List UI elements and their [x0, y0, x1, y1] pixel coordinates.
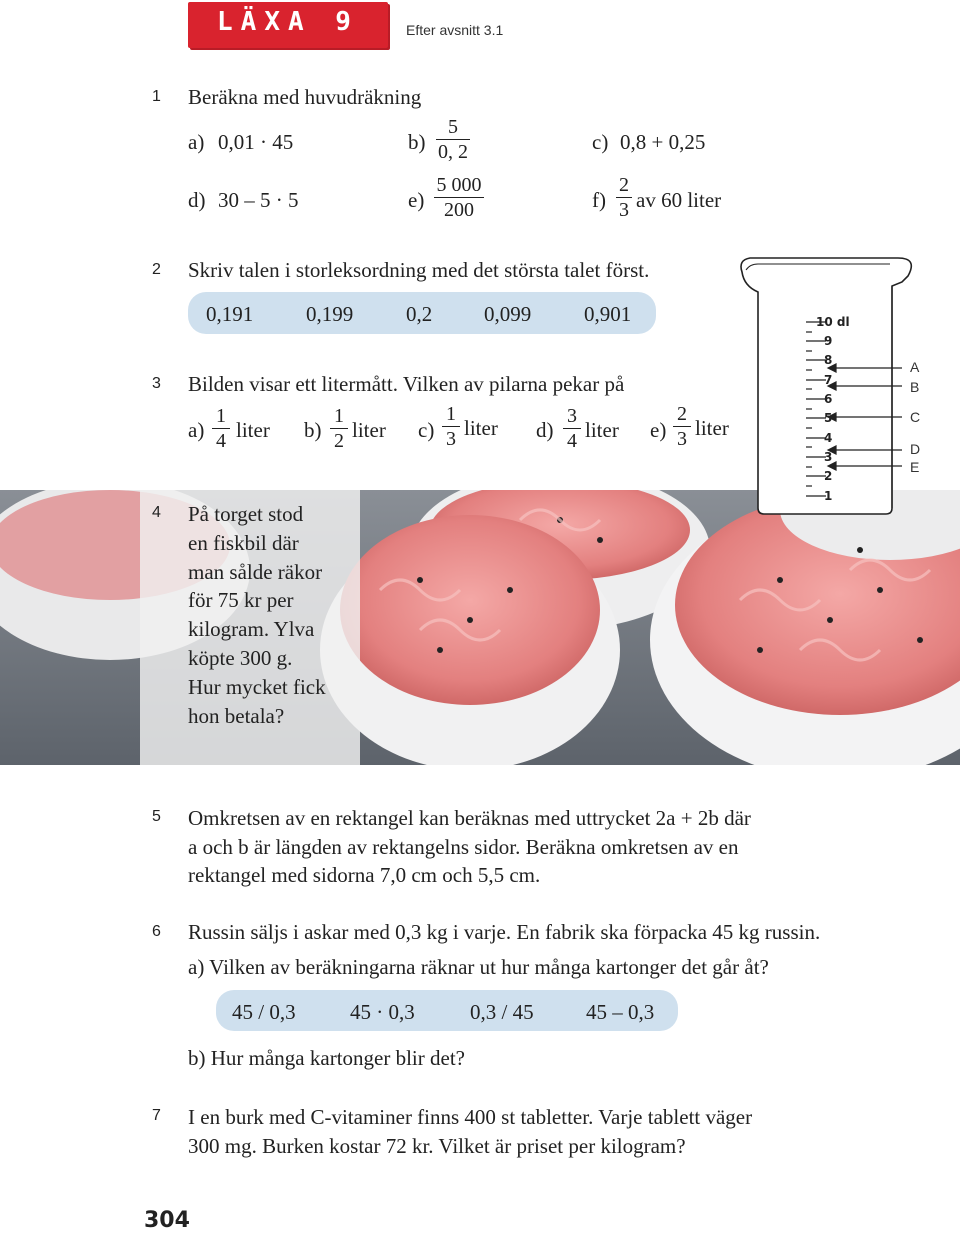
- section-reference: Efter avsnitt 3.1: [406, 22, 504, 38]
- q2-value: 0,099: [484, 302, 532, 326]
- q2-value: 0,901: [584, 302, 632, 326]
- q4-line: man sålde räkor: [188, 559, 323, 584]
- q3-b-fraction: [330, 404, 348, 453]
- q6-option: 0,3 / 45: [470, 1000, 534, 1024]
- question-number-6: 6: [152, 923, 161, 940]
- q1-b-label: b): [408, 130, 426, 154]
- q1-a-expression: 0,01 · 45: [218, 130, 294, 154]
- page-number: 304: [144, 1208, 190, 1233]
- measuring-jug-icon: [730, 252, 960, 522]
- q3-a-unit: liter: [236, 418, 270, 442]
- q3-d-fraction: [563, 404, 581, 453]
- q1-e-denominator: 200: [444, 199, 474, 221]
- question-number-4: 4: [152, 504, 161, 521]
- question-number-7: 7: [152, 1107, 161, 1124]
- q2-value: 0,199: [306, 302, 354, 326]
- q1-e-fraction: [434, 173, 484, 222]
- q1-f-numerator: 2: [616, 173, 632, 198]
- q1-c-expression: 0,8 + 0,25: [620, 130, 706, 154]
- question-6-text: Russin säljs i askar med 0,3 kg i varje. En fabrik ska förpacka 45 kg russin.: [188, 920, 821, 944]
- q6-option: 45 · 0,3: [350, 1000, 415, 1024]
- q3-d-numerator: 3: [563, 404, 581, 429]
- q4-line: På torget stod: [188, 502, 304, 526]
- q3-e-label: e): [650, 418, 667, 442]
- q6-b-text: b) Hur många kartonger blir det?: [188, 1046, 465, 1070]
- q6-a-text: a) Vilken av beräkningarna räknar ut hur många kartonger det går åt?: [188, 955, 769, 979]
- q1-c-label: c): [592, 130, 609, 154]
- question-number-1: 1: [152, 88, 161, 105]
- q5-line: rektangel med sidorna 7,0 cm och 5,5 cm.: [188, 863, 541, 887]
- q1-e-label: e): [408, 188, 425, 212]
- q3-e-fraction: [673, 402, 691, 451]
- beaker-mark: 6: [824, 392, 833, 406]
- q3-d-unit: liter: [585, 418, 619, 442]
- q1-b-denominator: 0, 2: [438, 141, 468, 163]
- arrow-label-b: B: [910, 379, 920, 395]
- question-number-3: 3: [152, 375, 161, 392]
- beaker-mark: 2: [824, 469, 833, 483]
- beaker-mark: 8: [824, 353, 833, 367]
- q3-b-unit: liter: [352, 418, 386, 442]
- beaker-mark: 3: [824, 450, 833, 464]
- q1-d-expression: 30 – 5 · 5: [218, 188, 299, 212]
- q4-line: en fiskbil där: [188, 530, 299, 555]
- question-number-2: 2: [152, 261, 161, 278]
- question-7-text: [188, 1103, 752, 1161]
- q3-d-label: d): [536, 418, 554, 442]
- question-number-5: 5: [152, 808, 161, 825]
- question-2-text: Skriv talen i storleksordning med det största talet först.: [188, 258, 650, 282]
- q1-b-numerator: 5: [436, 115, 470, 140]
- q7-line: 300 mg. Burken kostar 72 kr. Vilket är priset per kilogram?: [188, 1134, 686, 1158]
- q4-line: kilogram. Ylva: [188, 617, 315, 642]
- q3-e-unit: liter: [695, 416, 729, 440]
- beaker-mark: 1: [824, 489, 833, 503]
- q3-b-numerator: 1: [330, 404, 348, 429]
- q5-line: Omkretsen av en rektangel kan beräknas med uttrycket 2a + 2b där: [188, 806, 751, 830]
- q6-options-box: [216, 990, 678, 1031]
- q1-f-fraction: [616, 173, 632, 222]
- question-1-text: Beräkna med huvudräkning: [188, 85, 422, 109]
- q3-c-unit: liter: [464, 416, 498, 440]
- beaker-mark: 7: [824, 373, 833, 387]
- page-title: LÄXA 9: [217, 7, 359, 37]
- q3-a-label: a): [188, 418, 205, 442]
- arrow-label-e: E: [910, 459, 920, 475]
- question-4-text: [188, 500, 326, 730]
- q1-f-denominator: 3: [619, 199, 629, 221]
- q3-c-fraction: [442, 402, 460, 451]
- q6-option: 45 – 0,3: [586, 1000, 655, 1024]
- q1-f-label: f): [592, 188, 606, 212]
- q5-line: a och b är längden av rektangelns sidor. Beräkna omkretsen av en: [188, 834, 739, 859]
- q3-a-fraction: [212, 404, 230, 453]
- q1-d-label: d): [188, 188, 206, 212]
- title-badge: [188, 2, 388, 48]
- q1-a-label: a): [188, 130, 205, 154]
- q6-option: 45 / 0,3: [232, 1000, 296, 1024]
- q1-f-suffix: av 60 liter: [636, 188, 722, 212]
- question-5-text: [188, 804, 751, 890]
- q3-b-denominator: 2: [334, 430, 344, 452]
- q3-a-denominator: 4: [216, 430, 226, 452]
- q3-d-denominator: 4: [567, 430, 577, 452]
- q4-line: för 75 kr per: [188, 588, 294, 613]
- measuring-jug: [730, 252, 960, 522]
- beaker-mark: 9: [824, 334, 833, 348]
- q3-e-denominator: 3: [677, 428, 687, 450]
- q4-line: Hur mycket fick: [188, 674, 326, 699]
- q1-e-numerator: 5 000: [434, 173, 484, 198]
- beaker-mark: 5: [824, 411, 833, 425]
- arrow-label-a: A: [910, 359, 920, 375]
- q3-b-label: b): [304, 418, 322, 442]
- q4-line: hon betala?: [188, 703, 285, 728]
- question-3-text: Bilden visar ett litermått. Vilken av pilarna pekar på: [188, 372, 625, 396]
- beaker-top-label: 10 dl: [816, 315, 850, 329]
- q1-b-fraction: [436, 115, 470, 164]
- q2-value: 0,191: [206, 302, 254, 326]
- q3-c-label: c): [418, 418, 435, 442]
- q7-line: I en burk med C-vitaminer finns 400 st tabletter. Varje tablett väger: [188, 1105, 753, 1129]
- q2-values-box: [188, 292, 656, 334]
- q3-c-denominator: 3: [446, 428, 456, 450]
- q3-c-numerator: 1: [442, 402, 460, 427]
- q3-a-numerator: 1: [212, 404, 230, 429]
- arrow-label-d: D: [910, 441, 921, 457]
- arrow-label-c: C: [910, 409, 921, 425]
- q3-e-numerator: 2: [673, 402, 691, 427]
- q4-line: köpte 300 g.: [188, 645, 293, 670]
- beaker-mark: 4: [824, 431, 833, 445]
- q2-value: 0,2: [406, 302, 433, 326]
